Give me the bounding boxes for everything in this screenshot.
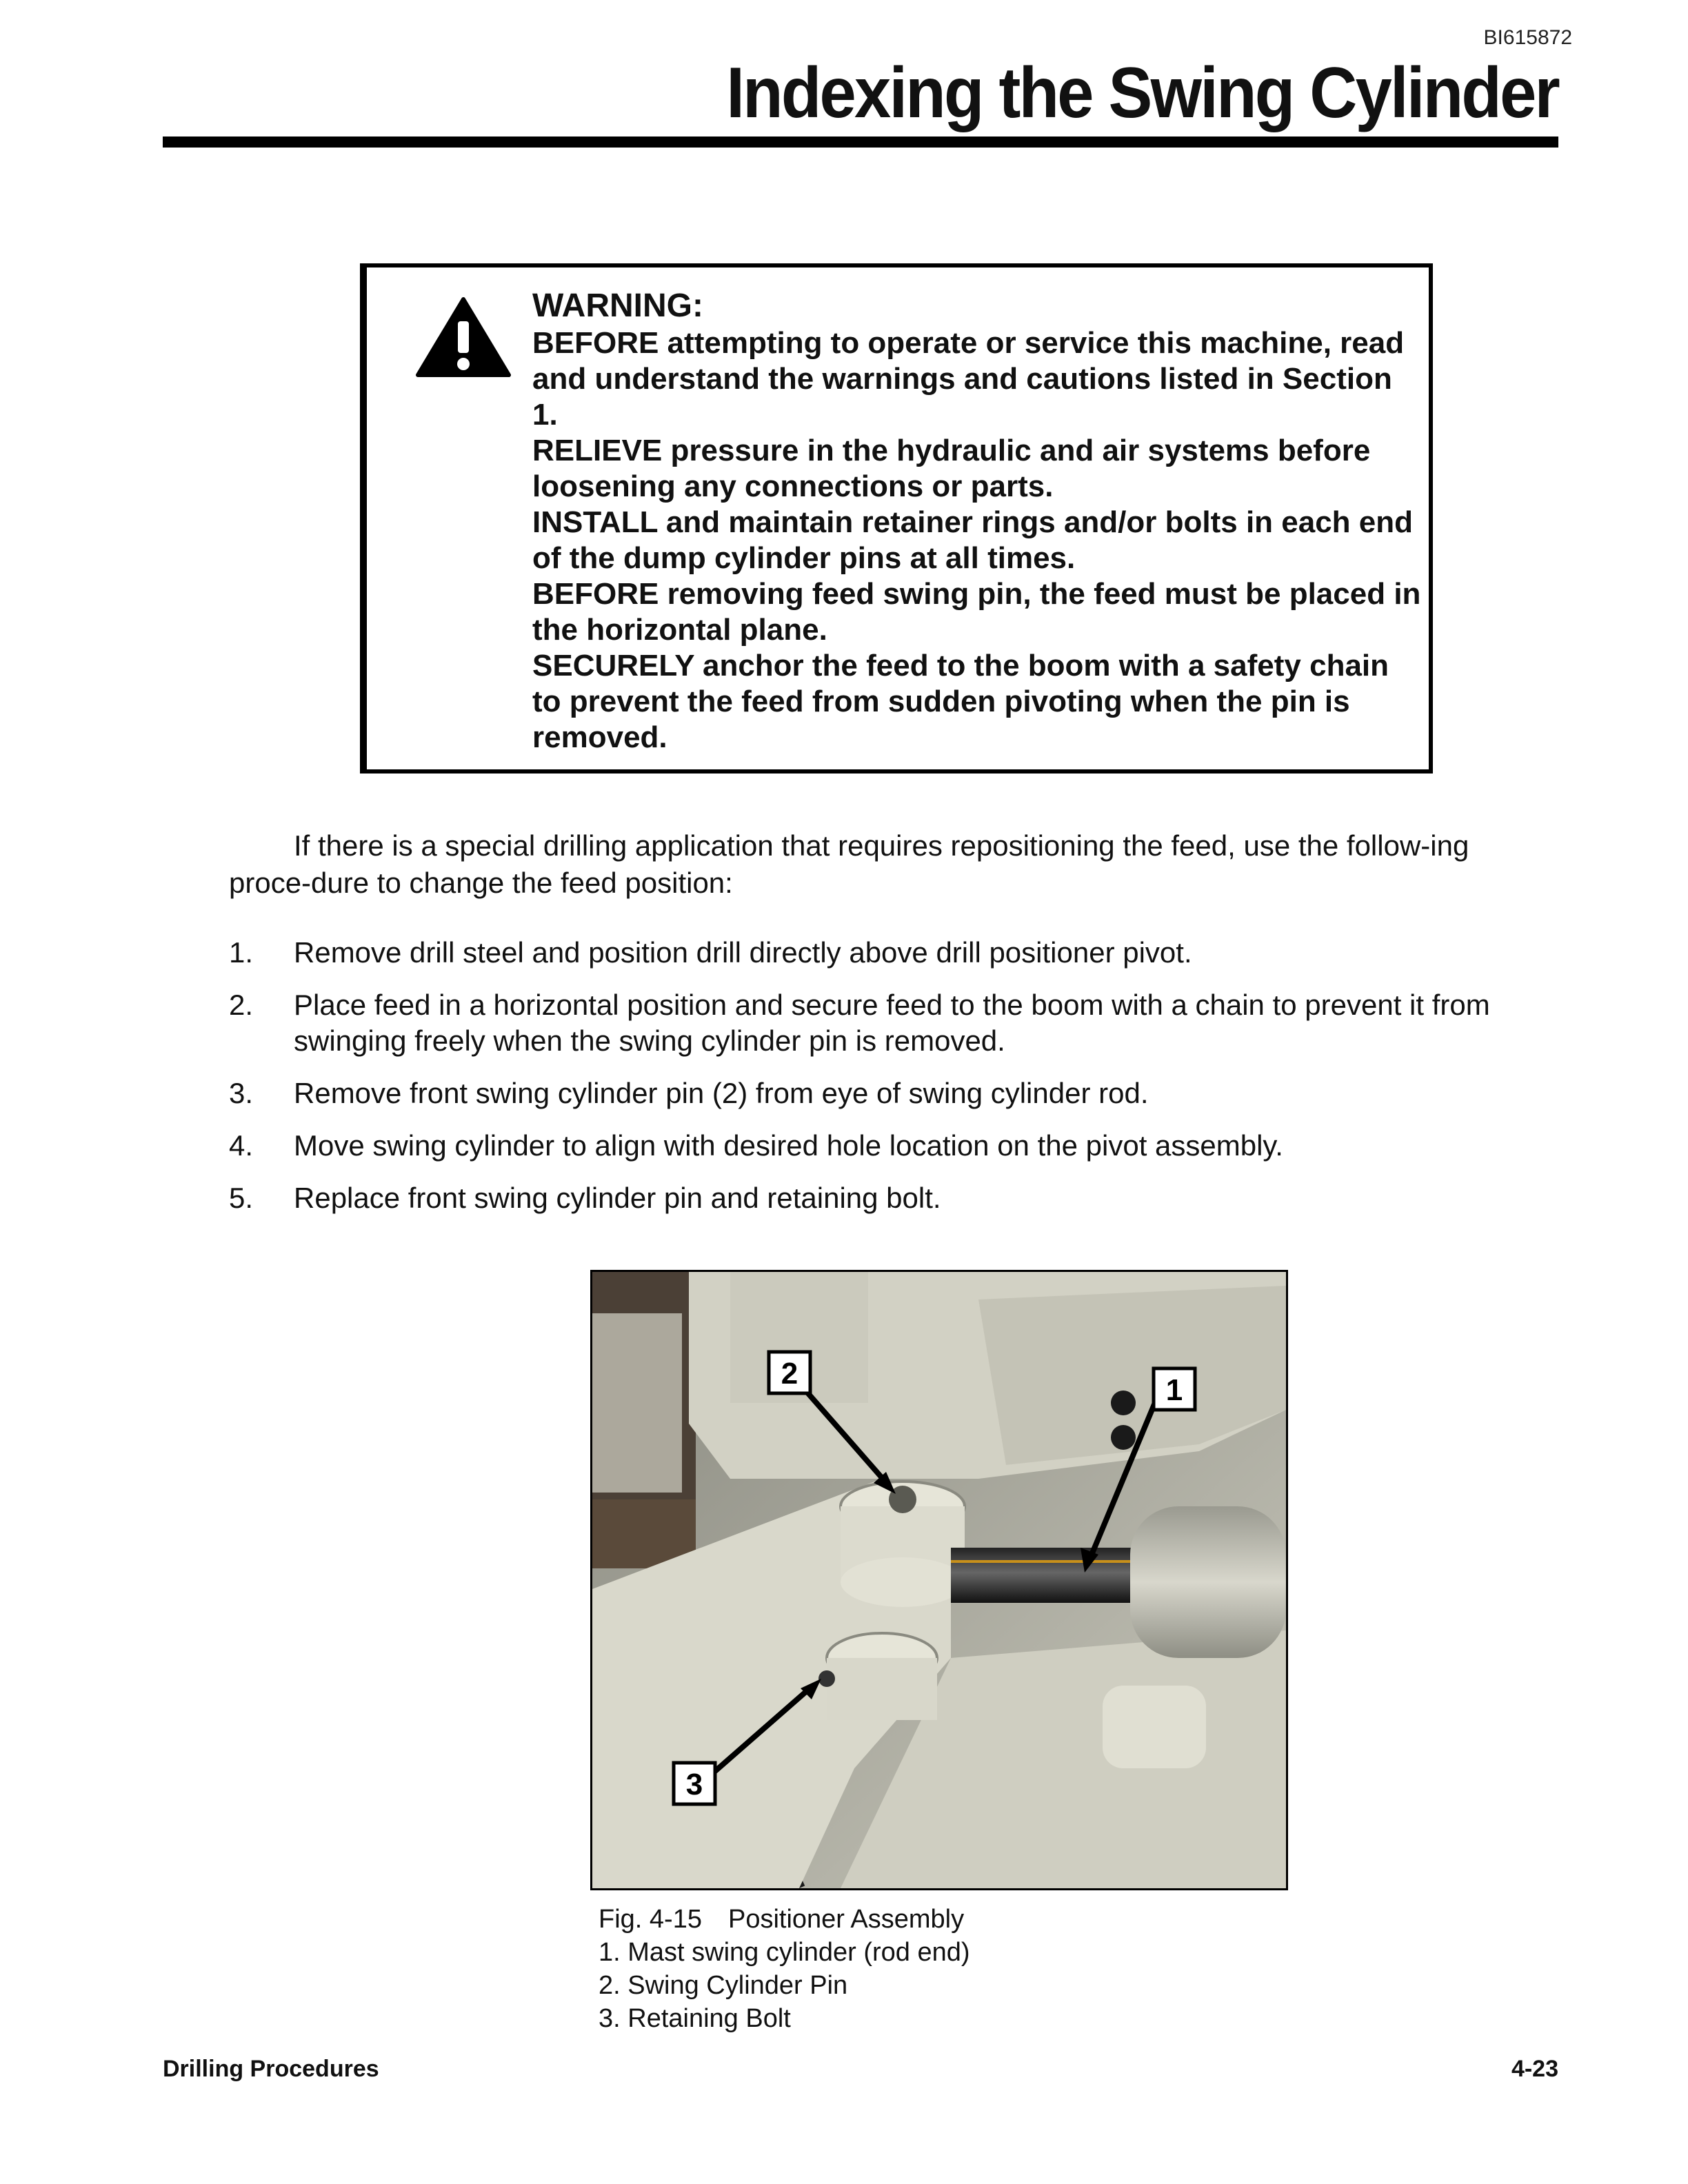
warning-line: BEFORE attempting to operate or service this machine, read and understand the warnings and cautions listed in Section 1. <box>532 326 1405 432</box>
step-text: Place feed in a horizontal position and secure feed to the boom with a chain to prevent it from swinging freely when the swing cylinder pin is removed. <box>294 989 1490 1057</box>
warning-line: RELIEVE pressure in the hydraulic and air systems before loosening any connections or parts. <box>532 434 1371 503</box>
positioner-assembly-photo <box>590 1270 1288 1890</box>
page-title: Indexing the Swing Cylinder <box>726 53 1558 133</box>
step-text: Remove drill steel and position drill directly above drill positioner pivot. <box>294 936 1192 969</box>
warning-line: SECURELY anchor the feed to the boom with a safety chain to prevent the feed from sudden pivoting when the pin is removed. <box>532 649 1389 754</box>
procedure-steps <box>229 935 1558 1233</box>
callout-1 <box>1154 1368 1195 1410</box>
warning-line: INSTALL and maintain retainer rings and/or bolts in each end of the dump cylinder pins at all times. <box>532 505 1414 575</box>
warning-label: WARNING: <box>532 287 703 324</box>
svg-text:2: 2 <box>781 1357 798 1391</box>
step-text: Remove front swing cylinder pin (2) from eye of swing cylinder rod. <box>294 1077 1149 1109</box>
photo-illustration <box>592 1272 1286 1888</box>
caption-item: 1. Mast swing cylinder (rod end) <box>599 1938 970 1967</box>
intro-text: If there is a special drilling application that requires repositioning the feed, use the follow-ing proce-dure to change the feed position: <box>229 829 1469 899</box>
warning-line: BEFORE removing feed swing pin, the feed must be placed in the horizontal plane. <box>532 577 1421 647</box>
callout-3 <box>674 1763 715 1804</box>
step-number: 1. <box>229 936 254 969</box>
figure-caption <box>599 1903 1219 2035</box>
warning-box <box>360 263 1433 774</box>
step-number: 5. <box>229 1182 254 1214</box>
document-id: BI615872 <box>1483 26 1572 49</box>
callout-2 <box>769 1352 810 1393</box>
warning-triangle-icon <box>415 296 512 378</box>
list-item <box>229 935 1558 971</box>
intro-paragraph <box>229 827 1558 902</box>
list-item <box>229 1075 1558 1111</box>
footer-section: Drilling Procedures <box>163 2056 379 2082</box>
warning-text <box>532 287 1422 756</box>
page-number: 4-23 <box>1511 2056 1558 2082</box>
caption-number: Fig. 4-15 <box>599 1905 702 1934</box>
caption-title-line <box>599 1903 1219 1936</box>
caption-item: 2. Swing Cylinder Pin <box>599 1971 848 2000</box>
step-text: Replace front swing cylinder pin and retaining bolt. <box>294 1182 941 1214</box>
svg-text:3: 3 <box>685 1768 703 1801</box>
title-rule <box>163 136 1558 148</box>
list-item <box>229 1128 1558 1164</box>
caption-title: Positioner Assembly <box>727 1905 965 1934</box>
step-text: Move swing cylinder to align with desired hole location on the pivot assembly. <box>294 1129 1283 1162</box>
list-item <box>229 1180 1558 1216</box>
step-number: 3. <box>229 1077 254 1109</box>
list-item <box>229 987 1558 1059</box>
step-number: 4. <box>229 1129 254 1162</box>
step-number: 2. <box>229 989 254 1021</box>
svg-text:1: 1 <box>1165 1373 1183 1407</box>
caption-item: 3. Retaining Bolt <box>599 2004 791 2033</box>
